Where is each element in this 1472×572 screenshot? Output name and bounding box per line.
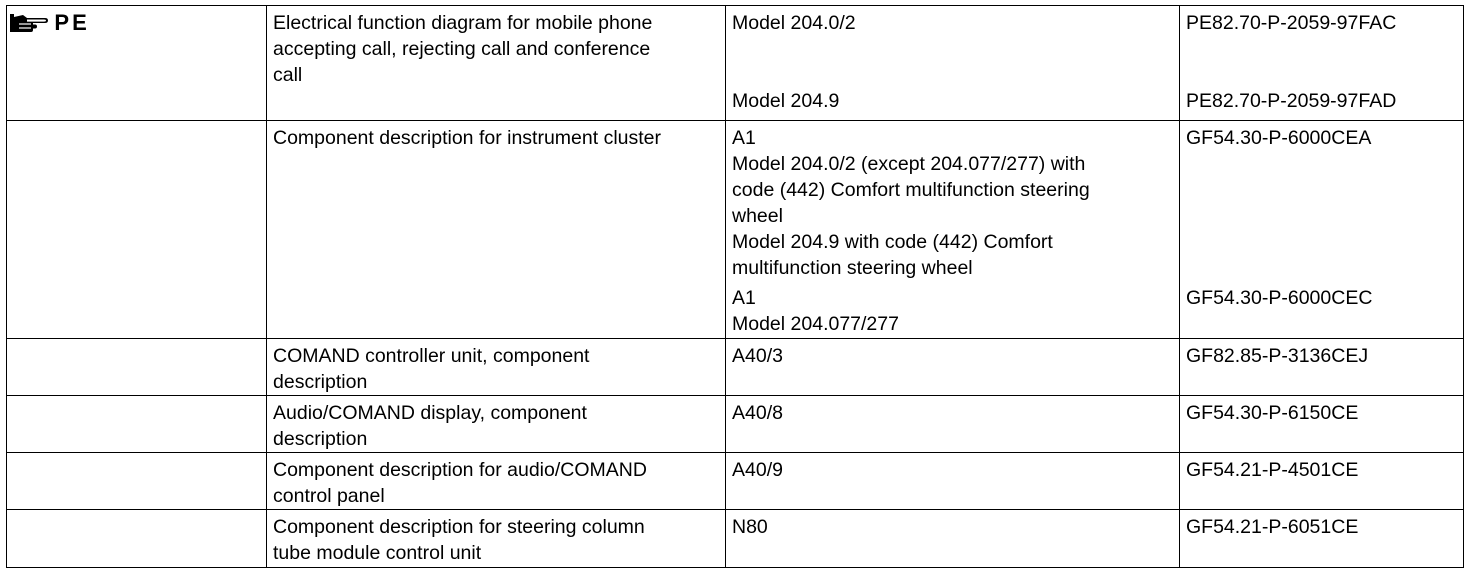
table-row bbox=[7, 453, 1464, 510]
empty-cell bbox=[7, 339, 267, 396]
model-line: code (442) Comfort multifunction steering bbox=[732, 179, 1090, 201]
title-cell bbox=[267, 453, 726, 510]
ref-code: GF54.30-P-6000CEA bbox=[1186, 127, 1372, 149]
ref-cell bbox=[1180, 396, 1464, 453]
table-row bbox=[7, 6, 1464, 121]
empty-cell bbox=[7, 396, 267, 453]
title-line: tube module control unit bbox=[273, 542, 482, 564]
model-line: Model 204.9 with code (442) Comfort bbox=[732, 231, 1053, 253]
model-cell bbox=[726, 121, 1180, 339]
empty-cell bbox=[7, 453, 267, 510]
model-line: multifunction steering wheel bbox=[732, 257, 973, 279]
ref-code: GF54.21-P-4501CE bbox=[1186, 459, 1359, 481]
ref-code: GF54.30-P-6000CEC bbox=[1186, 287, 1373, 309]
model-line: A40/3 bbox=[732, 345, 783, 367]
model-line: N80 bbox=[732, 516, 768, 538]
table-row bbox=[7, 339, 1464, 396]
model-line: Model 204.0/2 bbox=[732, 12, 856, 34]
title-line: COMAND controller unit, component bbox=[273, 345, 590, 367]
model-line: Model 204.077/277 bbox=[732, 313, 899, 335]
ref-cell bbox=[1180, 121, 1464, 339]
reference-table bbox=[6, 5, 1464, 568]
title-line: description bbox=[273, 428, 368, 450]
title-line: Audio/COMAND display, component bbox=[273, 402, 587, 424]
title-line: control panel bbox=[273, 485, 385, 507]
model-line: wheel bbox=[732, 205, 783, 227]
title-line: description bbox=[273, 371, 368, 393]
title-cell bbox=[267, 121, 726, 339]
model-cell bbox=[726, 339, 1180, 396]
model-line: A1 bbox=[732, 287, 756, 309]
model-line: Model 204.0/2 (except 204.077/277) with bbox=[732, 153, 1086, 175]
pointing-hand-icon bbox=[9, 12, 49, 34]
ref-code: GF54.21-P-6051CE bbox=[1186, 516, 1359, 538]
model-cell bbox=[726, 6, 1180, 121]
ref-code: GF82.85-P-3136CEJ bbox=[1186, 345, 1369, 367]
title-line: accepting call, rejecting call and conference bbox=[273, 38, 651, 60]
reference-table-body bbox=[7, 6, 1464, 568]
title-line: call bbox=[273, 64, 303, 86]
title-cell bbox=[267, 396, 726, 453]
model-cell bbox=[726, 396, 1180, 453]
model-cell bbox=[726, 453, 1180, 510]
model-line: A1 bbox=[732, 127, 756, 149]
doc-type-cell bbox=[7, 6, 267, 121]
ref-code: GF54.30-P-6150CE bbox=[1186, 402, 1359, 424]
title-line: Component description for instrument cluster bbox=[273, 127, 662, 149]
doc-type-label: PE bbox=[54, 10, 90, 35]
title-line: Component description for steering column bbox=[273, 516, 645, 538]
empty-cell bbox=[7, 121, 267, 339]
title-cell bbox=[267, 339, 726, 396]
empty-cell bbox=[7, 510, 267, 568]
table-row bbox=[7, 396, 1464, 453]
table-row bbox=[7, 510, 1464, 568]
ref-cell bbox=[1180, 6, 1464, 121]
title-line: Electrical function diagram for mobile phone bbox=[273, 12, 653, 34]
title-cell bbox=[267, 510, 726, 568]
model-line: A40/8 bbox=[732, 402, 783, 424]
ref-cell bbox=[1180, 453, 1464, 510]
ref-cell bbox=[1180, 510, 1464, 568]
title-line: Component description for audio/COMAND bbox=[273, 459, 647, 481]
model-line: Model 204.9 bbox=[732, 90, 840, 112]
title-cell bbox=[267, 6, 726, 121]
model-line: A40/9 bbox=[732, 459, 783, 481]
ref-code: PE82.70-P-2059-97FAC bbox=[1186, 12, 1397, 34]
ref-cell bbox=[1180, 339, 1464, 396]
table-row bbox=[7, 121, 1464, 339]
ref-code: PE82.70-P-2059-97FAD bbox=[1186, 90, 1397, 112]
model-cell bbox=[726, 510, 1180, 568]
